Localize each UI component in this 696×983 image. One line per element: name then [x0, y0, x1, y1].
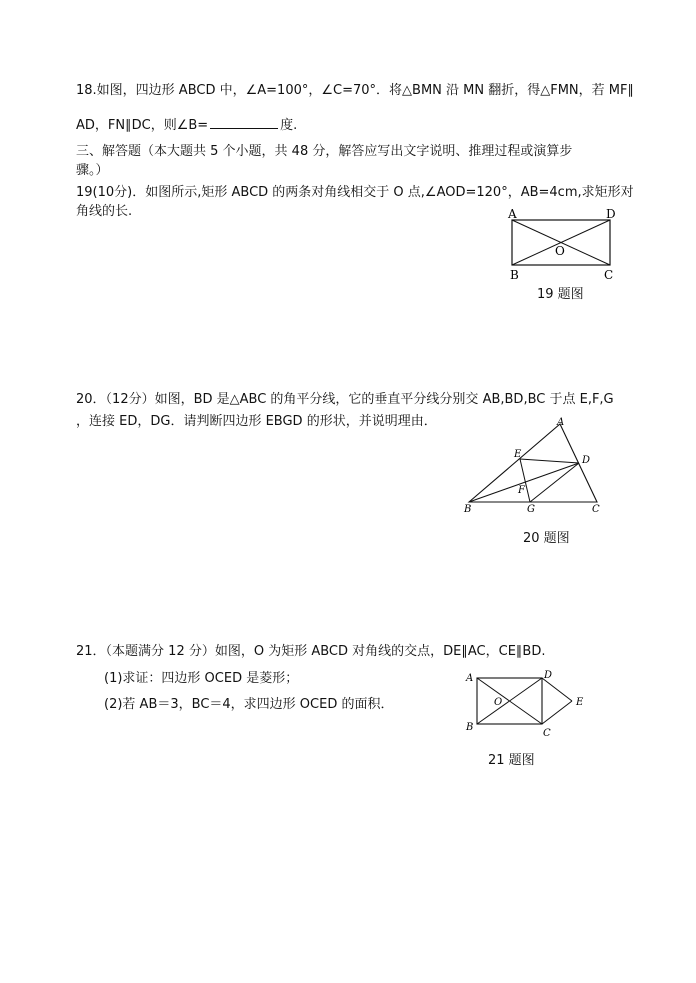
q19-label-c: C [604, 268, 614, 282]
q20-figure [460, 415, 610, 515]
q20-label-a: A [557, 417, 565, 428]
q19-label-b: B [510, 268, 519, 282]
q20-segment-dg [530, 463, 579, 502]
q20-line1: 20．（12分）如图，BD 是△ABC 的角平分线，它的垂直平分线分别交 AB,BD,BC 于点 E,F,G [76, 392, 614, 407]
q21-label-d: D [544, 670, 553, 681]
q18-line2 [76, 116, 297, 135]
section3-heading: 三、解答题（本大题共 5 个小题，共 48 分，解答应写出文字说明、推理过程或演算步 [76, 144, 573, 159]
q19-label-o: O [555, 244, 565, 258]
q18-line2-suffix: 度. [280, 118, 298, 133]
q18-line1: 18.如图，四边形 ABCD 中，∠A=100°，∠C=70°．将△BMN 沿 MN 翻折，得△FMN，若 MF∥ [76, 83, 634, 98]
q21-part2: (2)若 AB＝3，BC＝4，求四边形 OCED 的面积． [104, 697, 394, 712]
q20-segment-ed [520, 459, 579, 463]
q20-label-d: D [582, 455, 591, 466]
q20-caption: 20 题图 [523, 531, 570, 546]
q20-line2: ，连接 ED，DG．请判断四边形 EBGD 的形状，并说明理由． [76, 414, 437, 429]
q21-segment-de [542, 678, 572, 701]
q21-label-o: O [494, 697, 503, 708]
q21-segment-ce [542, 701, 572, 724]
q19-label-a: A [508, 207, 517, 221]
q19-figure [500, 205, 625, 285]
q18-answer-blank [210, 116, 278, 129]
q18-line2-text: AD，FN∥DC，则∠B= [76, 118, 209, 133]
q21-label-a: A [466, 673, 474, 684]
q20-label-b: B [464, 504, 472, 515]
q21-label-b: B [466, 722, 474, 733]
q19-caption: 19 题图 [537, 287, 584, 302]
q19-line1: 19(10分)．如图所示,矩形 ABCD 的两条对角线相交于 O 点,∠AOD=120°，AB=4cm,求矩形对 [76, 185, 634, 200]
q20-bisector-bd [469, 463, 579, 502]
q21-label-e: E [576, 697, 584, 708]
q21-figure [460, 668, 590, 738]
q20-label-f: F [518, 485, 525, 496]
q19-line2: 角线的长. [76, 204, 133, 219]
q21-caption: 21 题图 [488, 753, 535, 768]
q21-line1: 21．（本题满分 12 分）如图，O 为矩形 ABCD 对角线的交点，DE∥AC，CE∥BD. [76, 644, 546, 659]
q21-part1: (1)求证：四边形 OCED 是菱形； [104, 671, 299, 686]
q19-label-d: D [606, 207, 616, 221]
q20-label-e: E [514, 449, 522, 460]
q21-label-c: C [543, 728, 551, 738]
q20-label-c: C [592, 504, 600, 515]
q20-label-g: G [527, 504, 535, 515]
section3-heading-cont: 骤。） [76, 163, 109, 178]
